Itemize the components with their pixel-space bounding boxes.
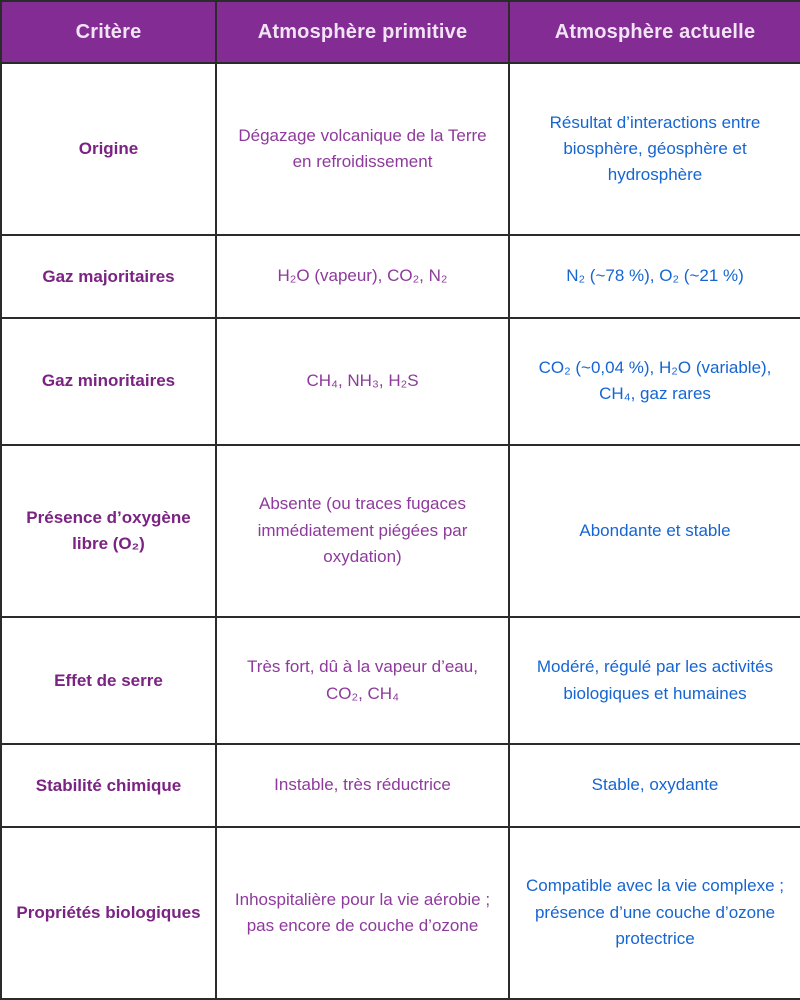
cell-criterion: Gaz majoritaires — [1, 235, 216, 317]
table-header — [1, 1, 800, 63]
table-row — [1, 235, 800, 317]
cell-current: Modéré, régulé par les activités biologiques et humaines — [509, 617, 800, 744]
header-cell-atmosphere-actuelle: Atmosphère actuelle — [509, 1, 800, 63]
cell-primitive: Absente (ou traces fugaces immédiatement piégées par oxydation) — [216, 445, 509, 617]
cell-current: Stable, oxydante — [509, 744, 800, 826]
cell-criterion: Stabilité chimique — [1, 744, 216, 826]
cell-primitive: Dégazage volcanique de la Terre en refroidissement — [216, 63, 509, 235]
cell-primitive: Très fort, dû à la vapeur d’eau, CO₂, CH₄ — [216, 617, 509, 744]
cell-criterion: Présence d’oxygène libre (O₂) — [1, 445, 216, 617]
cell-primitive: Inhospitalière pour la vie aérobie ; pas encore de couche d’ozone — [216, 827, 509, 999]
table-row — [1, 744, 800, 826]
table-row — [1, 827, 800, 999]
header-cell-atmosphere-primitive: Atmosphère primitive — [216, 1, 509, 63]
cell-primitive: CH₄, NH₃, H₂S — [216, 318, 509, 445]
cell-criterion: Effet de serre — [1, 617, 216, 744]
cell-criterion: Origine — [1, 63, 216, 235]
table-row — [1, 63, 800, 235]
table-row — [1, 445, 800, 617]
header-row — [1, 1, 800, 63]
header-cell-critere: Critère — [1, 1, 216, 63]
table-body — [1, 63, 800, 999]
cell-current: Résultat d’interactions entre biosphère, géosphère et hydrosphère — [509, 63, 800, 235]
cell-primitive: Instable, très réductrice — [216, 744, 509, 826]
cell-current: N₂ (~78 %), O₂ (~21 %) — [509, 235, 800, 317]
cell-current: CO₂ (~0,04 %), H₂O (variable), CH₄, gaz rares — [509, 318, 800, 445]
table-row — [1, 318, 800, 445]
cell-current: Compatible avec la vie complexe ; présence d’une couche d’ozone protectrice — [509, 827, 800, 999]
cell-criterion: Gaz minoritaires — [1, 318, 216, 445]
table-row — [1, 617, 800, 744]
cell-current: Abondante et stable — [509, 445, 800, 617]
cell-criterion: Propriétés biologiques — [1, 827, 216, 999]
cell-primitive: H₂O (vapeur), CO₂, N₂ — [216, 235, 509, 317]
